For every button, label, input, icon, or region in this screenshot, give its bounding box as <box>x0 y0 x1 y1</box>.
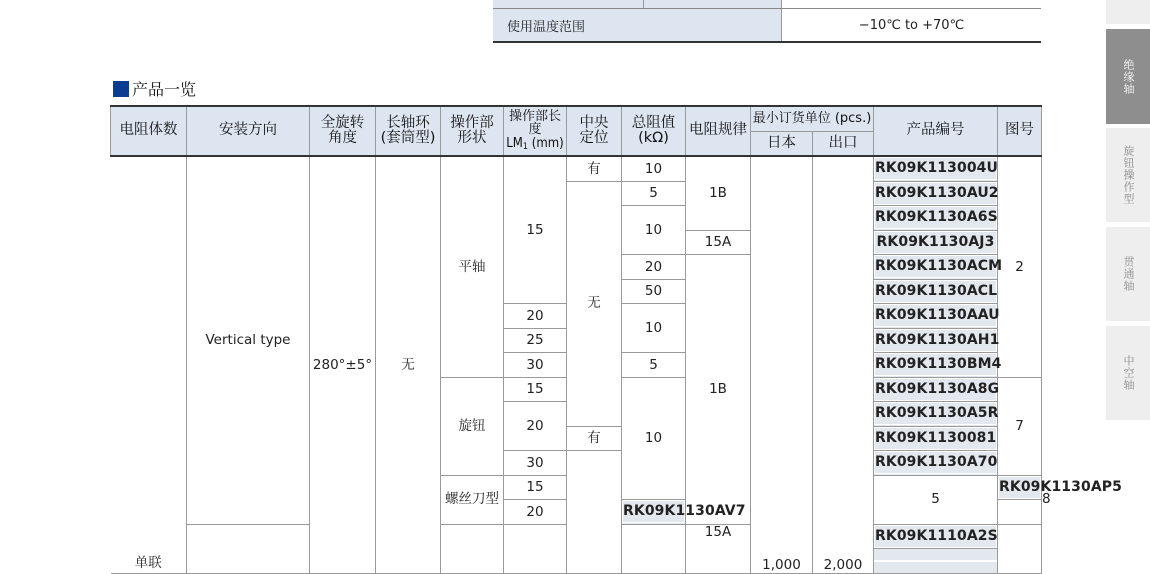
figure-cell: 2 <box>998 156 1042 377</box>
header-part-number: 产品编号 <box>874 106 998 156</box>
part-number-cell <box>874 549 998 574</box>
mount-direction-cell: Vertical type <box>187 156 310 524</box>
moq-japan-cell: 1,000 <box>751 156 813 573</box>
part-number-cell: RK09K1130BM4 <box>874 353 998 378</box>
header-min-order: 最小订货单位 (pcs.) <box>751 106 874 131</box>
side-tab-hollow-shaft[interactable] <box>1106 326 1150 420</box>
resistance-cell: 50 <box>622 279 686 304</box>
header-japan: 日本 <box>751 131 813 156</box>
section-title: 产品一览 <box>132 80 197 99</box>
length-cell: 15 <box>504 156 567 304</box>
length-cell: 15 <box>504 475 567 500</box>
header-figure-number: 图号 <box>998 106 1042 156</box>
resistance-cell: 5 <box>622 181 686 206</box>
detent-cell <box>567 451 622 574</box>
header-body-count: 电阻体数 <box>111 106 187 156</box>
section-heading <box>113 77 196 100</box>
part-number-cell: RK09K113004U <box>874 156 998 181</box>
part-number-cell: RK09K1130A5R <box>874 402 998 427</box>
header-center-detent: 中央 定位 <box>567 106 622 156</box>
shape-flat-cell: 平轴 <box>441 156 504 377</box>
body-count-cell: 单联 <box>111 156 187 573</box>
detent-cell: 有 <box>567 426 622 451</box>
taper-cell: 15A <box>686 524 751 573</box>
figure-cell: 7 <box>998 377 1042 475</box>
side-tab-label: 绝缘轴 <box>1122 58 1135 95</box>
side-tab-label: 中空轴 <box>1122 355 1135 391</box>
part-number-cell: RK09K1130ACM <box>874 255 998 280</box>
spec-label-cell <box>493 0 644 9</box>
resistance-cell: 10 <box>622 377 686 500</box>
resistance-cell: 10 <box>622 156 686 181</box>
part-number-cell: RK09K1130ACL <box>874 279 998 304</box>
detent-cell: 有 <box>567 156 622 181</box>
length-cell: 30 <box>504 451 567 476</box>
header-shaft-length: 操作部长度 $LM_1$ (mm) <box>504 106 567 156</box>
long-ring-cell: 无 <box>376 156 441 573</box>
length-cell: 20 <box>504 304 567 329</box>
part-number-cell: RK09K1130AU2 <box>874 181 998 206</box>
part-number-cell: RK09K1130AH1 <box>874 328 998 353</box>
header-export: 出口 <box>813 131 874 156</box>
temp-range-label: 使用温度范围 <box>493 9 782 43</box>
length-cell: 15 <box>504 377 567 402</box>
figure-cell <box>998 524 1042 573</box>
length-cell: 30 <box>504 353 567 378</box>
length-cell: 20 <box>504 402 567 451</box>
spec-table <box>493 0 1041 43</box>
spec-value-cell <box>782 0 1042 9</box>
side-tab-knob-type[interactable] <box>1106 128 1150 222</box>
resistance-cell <box>622 524 686 573</box>
shape-knurl-cell: 旋钮 <box>441 377 504 475</box>
header-resistance-taper: 电阻规律 <box>686 106 751 156</box>
resistance-cell: 10 <box>622 206 686 255</box>
side-tab-label: 旋钮操作型 <box>1122 145 1135 205</box>
part-number-cell: RK09K1130AP5 <box>998 475 1042 500</box>
resistance-cell: 10 <box>622 304 686 353</box>
resistance-cell: 20 <box>622 255 686 280</box>
spec-label-cell <box>644 0 782 9</box>
part-number-cell: RK09K1130AAU <box>874 304 998 329</box>
resistance-cell: 5 <box>622 353 686 378</box>
side-tab-through-shaft[interactable] <box>1106 227 1150 321</box>
taper-cell: 1B <box>686 255 751 525</box>
resistance-cell: 5 <box>874 475 998 524</box>
header-shaft-shape: 操作部 形状 <box>441 106 504 156</box>
part-number-cell: RK09K1110A2S <box>874 524 998 549</box>
shape-cell <box>441 524 504 573</box>
part-number-cell: RK09K1130A6S <box>874 206 998 231</box>
header-rotation-angle: 全旋转 角度 <box>310 106 376 156</box>
product-table: 电阻体数 安装方向 全旋转 角度 长轴环 (套筒型) 操作部 形状 操作部长度 $LM_1$ (mm) 中央 定位 总阻值 (kΩ) 电阻规律 最小订货单位 (pcs.) 产品编号 图号 日本 出口 单联 Vertical type 280°±5° 无 平轴 15 有 10 1B 1,000 2,000 RK09K113004U 2 无 5 RK09K1130AU2 10 RK09K1130A6S 15A RK09K1130AJ3 20 1B RK09K1130ACM 50 RK09K1130ACL 20 10 RK09K1130AAU 25 RK09K1130AH1 30 5 RK09K1130BM4 旋钮 15 10 RK09K1130A8G 7 20 RK09K1130A5R 有 RK09K1130081 30 RK09K1130A70 螺丝刀型 15 5 RK09K1130AP5 8 20 RK09K1130AV7 15A RK09K1110A2S <box>110 105 1042 574</box>
taper-cell: 1B <box>686 156 751 230</box>
part-number-cell: RK09K1130081 <box>874 426 998 451</box>
side-tab-label: 贯通轴 <box>1122 256 1135 292</box>
side-tab-top[interactable] <box>1106 0 1150 24</box>
part-number-cell: RK09K1130A70 <box>874 451 998 476</box>
temp-range-value: −10℃ to +70℃ <box>782 9 1042 43</box>
part-number-cell: RK09K1130A8G <box>874 377 998 402</box>
side-tab-insulated-shaft[interactable] <box>1106 29 1150 124</box>
shape-slot-cell: 螺丝刀型 <box>441 475 504 524</box>
length-cell: 25 <box>504 328 567 353</box>
side-tabs <box>1106 0 1150 529</box>
header-long-ring: 长轴环 (套筒型) <box>376 106 441 156</box>
length-cell: 20 <box>504 500 567 525</box>
moq-export-cell: 2,000 <box>813 156 874 573</box>
length-cell <box>504 524 567 573</box>
header-mount-direction: 安装方向 <box>187 106 310 156</box>
taper-cell: 15A <box>686 230 751 255</box>
mount-direction-cell <box>187 524 310 573</box>
detent-cell: 无 <box>567 181 622 426</box>
heading-square-icon <box>113 81 129 97</box>
part-number-cell: RK09K1130AV7 <box>622 500 686 525</box>
header-total-resistance: 总阻值 (kΩ) <box>622 106 686 156</box>
rotation-angle-cell: 280°±5° <box>310 156 376 573</box>
part-number-cell: RK09K1130AJ3 <box>874 230 998 255</box>
